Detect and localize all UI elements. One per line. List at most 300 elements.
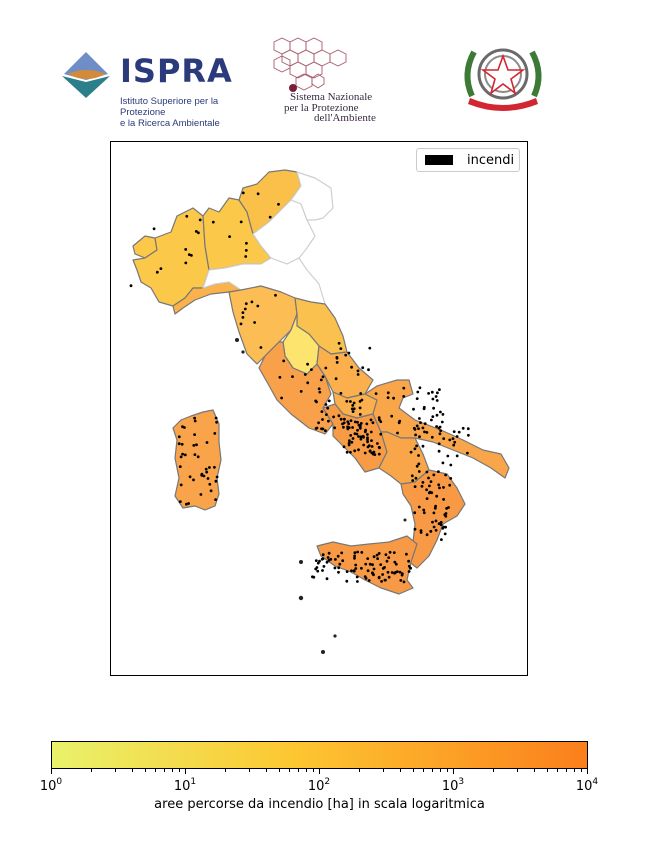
fire-point: [348, 426, 351, 429]
fire-point: [311, 575, 314, 578]
fire-point: [356, 580, 359, 583]
fire-point: [291, 375, 294, 378]
fire-point: [181, 453, 184, 456]
fire-point: [280, 397, 283, 400]
fire-point: [389, 551, 392, 554]
fire-point: [445, 512, 448, 515]
fire-point: [396, 570, 399, 573]
fire-point: [407, 560, 410, 563]
fire-point: [453, 441, 456, 444]
colorbar-minor-tick: [289, 769, 290, 772]
fire-point: [343, 422, 346, 425]
fire-point: [316, 566, 319, 569]
fire-point: [442, 462, 445, 465]
fire-point: [306, 381, 309, 384]
fire-point: [369, 449, 372, 452]
fire-point: [350, 569, 353, 572]
colorbar-minor-tick: [266, 769, 267, 772]
fire-point: [432, 398, 435, 401]
fire-point: [368, 444, 371, 447]
fire-point: [444, 526, 447, 529]
fire-point: [398, 421, 401, 424]
fire-point: [438, 388, 441, 391]
fire-point: [338, 342, 341, 345]
fire-point: [253, 321, 256, 324]
fire-point: [387, 571, 390, 574]
fire-point: [343, 418, 346, 421]
fire-point: [365, 423, 368, 426]
fire-point: [340, 392, 343, 395]
fire-point: [367, 569, 370, 572]
fire-point: [418, 417, 421, 420]
fire-point: [415, 477, 418, 480]
fire-point: [216, 476, 219, 479]
fire-point: [318, 391, 321, 394]
fire-point: [376, 554, 379, 557]
fire-point: [207, 477, 210, 480]
fire-point: [415, 445, 418, 448]
fire-point: [458, 431, 461, 434]
fire-point: [130, 284, 133, 287]
colorbar-major-tick: [51, 769, 52, 774]
region-sardegna: [173, 410, 221, 510]
fire-point: [420, 531, 423, 534]
fire-point: [438, 427, 441, 430]
fire-point: [413, 511, 416, 514]
fire-point: [433, 526, 436, 529]
fire-point: [357, 448, 360, 451]
fire-point: [387, 391, 390, 394]
fire-point: [184, 262, 187, 265]
fire-point: [322, 375, 325, 378]
fire-point: [364, 430, 367, 433]
colorbar-minor-tick: [313, 769, 314, 772]
fire-point: [360, 567, 363, 570]
fire-point: [245, 249, 248, 252]
fire-point: [416, 425, 419, 428]
fire-point: [467, 427, 470, 430]
fire-point: [208, 466, 211, 469]
fire-point: [228, 235, 231, 238]
fire-point: [444, 533, 447, 536]
fire-point: [419, 386, 422, 389]
fire-point: [354, 421, 357, 424]
fire-point: [456, 455, 459, 458]
fire-point: [436, 391, 439, 394]
fire-point: [346, 451, 349, 454]
fire-point: [431, 415, 434, 418]
fire-point: [317, 562, 320, 565]
fire-point: [245, 302, 248, 305]
fire-point: [416, 391, 419, 394]
fire-point: [351, 404, 354, 407]
fire-point: [348, 352, 351, 355]
fire-point: [378, 453, 381, 456]
fire-point: [215, 417, 218, 420]
fire-point: [373, 453, 376, 456]
fire-point: [421, 485, 424, 488]
fire-point: [353, 402, 356, 405]
ispra-mark-icon: [62, 52, 110, 98]
fire-point: [439, 411, 442, 414]
fire-point: [401, 572, 404, 575]
fire-point: [242, 192, 245, 195]
fire-point: [328, 400, 331, 403]
legend-swatch: [425, 155, 453, 165]
fire-point: [208, 483, 211, 486]
fire-point: [423, 431, 426, 434]
fire-point: [364, 563, 367, 566]
fire-point: [380, 580, 383, 583]
fire-point: [425, 488, 428, 491]
colorbar-minor-tick: [547, 769, 548, 772]
colorbar-tick-label: $10^0$: [39, 777, 63, 794]
colorbar-minor-tick: [440, 769, 441, 772]
ispra-subtitle: [120, 96, 260, 129]
fire-point: [341, 559, 344, 562]
fire-point: [356, 551, 359, 554]
colorbar-major-tick: [319, 769, 320, 774]
fire-point: [364, 452, 367, 455]
colorbar-minor-tick: [383, 769, 384, 772]
fire-point: [193, 433, 196, 436]
fire-point: [405, 553, 408, 556]
ispra-wordmark: ISPRA: [120, 52, 233, 90]
fire-point: [452, 444, 455, 447]
fire-point: [445, 507, 448, 510]
fire-point: [205, 468, 208, 471]
colorbar-tick-label: $10^1$: [173, 777, 197, 794]
fire-point: [192, 479, 195, 482]
fire-point: [212, 221, 215, 224]
colorbar-major-tick: [185, 769, 186, 774]
fire-point: [337, 571, 340, 574]
fire-point: [179, 500, 182, 503]
fire-point: [416, 465, 419, 468]
colorbar-minor-tick: [493, 769, 494, 772]
fire-point: [362, 444, 365, 447]
fire-point: [361, 399, 364, 402]
fire-point: [325, 403, 328, 406]
fire-point: [422, 481, 425, 484]
fire-point: [444, 474, 447, 477]
fire-point: [279, 376, 282, 379]
fire-point: [393, 551, 396, 554]
colorbar-minor-tick: [179, 769, 180, 772]
fire-point: [334, 558, 337, 561]
fire-point: [442, 413, 445, 416]
fire-point: [367, 368, 370, 371]
fire-point: [194, 420, 197, 423]
fire-point: [181, 443, 184, 446]
fire-point: [426, 471, 429, 474]
legend-label: incendi: [467, 152, 515, 168]
fire-point: [430, 480, 433, 483]
colorbar-minor-tick: [534, 769, 535, 772]
fire-point: [414, 485, 417, 488]
colorbar-minor-tick: [172, 769, 173, 772]
fire-point: [332, 416, 335, 419]
fire-point: [365, 577, 368, 580]
fire-point: [369, 563, 372, 566]
fire-point: [427, 392, 430, 395]
fire-point: [358, 424, 361, 427]
fire-point: [326, 577, 329, 580]
fire-point: [322, 553, 325, 556]
colorbar: [51, 741, 588, 769]
fire-point: [328, 559, 331, 562]
fire-point: [366, 433, 369, 436]
fire-point: [349, 434, 352, 437]
fire-point: [432, 407, 435, 410]
fire-point: [379, 563, 382, 566]
colorbar-minor-tick: [581, 769, 582, 772]
fire-point: [359, 413, 362, 416]
fire-point: [354, 551, 357, 554]
colorbar-minor-tick: [557, 769, 558, 772]
fire-point: [403, 581, 406, 584]
fire-point: [417, 427, 420, 430]
fire-point: [213, 466, 216, 469]
fire-point: [366, 440, 369, 443]
fire-point: [432, 474, 435, 477]
fire-point: [178, 435, 181, 438]
fire-point: [446, 455, 449, 458]
fire-point: [328, 552, 331, 555]
colorbar-minor-tick: [423, 769, 424, 772]
fire-point: [366, 557, 369, 560]
fire-point: [190, 254, 193, 257]
fire-point: [315, 559, 318, 562]
fire-point: [340, 552, 343, 555]
fire-point: [260, 346, 263, 349]
fire-point: [368, 579, 371, 582]
fire-point: [351, 441, 354, 444]
colorbar-minor-tick: [225, 769, 226, 772]
fire-point: [359, 392, 362, 395]
fire-point: [240, 323, 243, 326]
colorbar-minor-tick: [400, 769, 401, 772]
fire-point: [277, 203, 280, 206]
fire-point: [179, 465, 182, 468]
fire-point: [422, 427, 425, 430]
fire-point: [337, 566, 340, 569]
fire-point: [340, 418, 343, 421]
fire-point: [422, 445, 425, 448]
fire-point: [326, 561, 329, 564]
colorbar-minor-tick: [298, 769, 299, 772]
fire-point: [339, 347, 342, 350]
fire-point: [156, 271, 159, 274]
fire-point: [244, 255, 247, 258]
fire-point: [327, 556, 330, 559]
fire-point: [333, 426, 336, 429]
fire-point: [414, 428, 417, 431]
fire-point: [370, 431, 373, 434]
fire-point: [206, 441, 209, 444]
fire-point: [360, 435, 363, 438]
fire-point: [215, 480, 218, 483]
fire-point: [399, 571, 402, 574]
fire-point: [372, 421, 375, 424]
fire-point: [197, 231, 200, 234]
fire-point: [414, 447, 417, 450]
fire-point: [440, 523, 443, 526]
fire-point: [411, 479, 414, 482]
fire-point: [336, 357, 339, 360]
fire-point: [371, 563, 374, 566]
fire-point: [356, 429, 359, 432]
fire-point: [414, 528, 417, 531]
colorbar-minor-tick: [517, 769, 518, 772]
fire-point: [240, 221, 243, 224]
fire-point: [430, 419, 433, 422]
ispra-subtitle-line2: e la Ricerca Ambientale: [120, 118, 220, 129]
fire-point: [435, 395, 438, 398]
fire-point: [442, 498, 445, 501]
fire-point: [408, 570, 411, 573]
fire-point: [345, 580, 348, 583]
fire-point: [431, 436, 434, 439]
fire-point: [322, 557, 325, 560]
fire-point: [448, 484, 451, 487]
colorbar-minor-tick: [432, 769, 433, 772]
fire-point: [153, 227, 156, 230]
fire-point: [181, 425, 184, 428]
emblem-wreath-icon: [467, 50, 538, 111]
fire-point: [418, 506, 421, 509]
fire-point: [344, 354, 347, 357]
colorbar-tick-label: $10^4$: [575, 777, 599, 794]
fire-point: [412, 408, 415, 411]
fire-point: [392, 397, 395, 400]
fire-point: [467, 434, 470, 437]
fire-point: [210, 489, 213, 492]
fire-point: [439, 429, 442, 432]
fire-point: [438, 487, 441, 490]
fire-point: [334, 567, 337, 570]
fire-point: [282, 360, 285, 363]
fire-point: [357, 435, 360, 438]
fire-point: [205, 471, 208, 474]
fire-point: [388, 576, 391, 579]
fire-point: [321, 418, 324, 421]
colorbar-minor-tick: [115, 769, 116, 772]
fire-point: [178, 442, 181, 445]
fire-point: [324, 367, 327, 370]
fire-point: [359, 407, 362, 410]
fire-point: [436, 414, 439, 417]
fire-point: [426, 497, 429, 500]
fire-point: [357, 373, 360, 376]
fire-point: [306, 363, 309, 366]
fire-point: [411, 474, 414, 477]
fire-point: [422, 509, 425, 512]
fire-point: [326, 407, 329, 410]
fire-point: [184, 454, 187, 457]
fire-point: [449, 464, 452, 467]
fire-point: [435, 529, 438, 532]
fire-point: [189, 475, 192, 478]
fire-point: [352, 437, 355, 440]
fire-point: [439, 432, 442, 435]
snpa-line3: dell'Ambiente: [314, 112, 376, 124]
fire-point: [353, 555, 356, 558]
fire-point: [379, 433, 382, 436]
fire-point: [416, 397, 419, 400]
fire-point: [429, 491, 432, 494]
fire-point: [448, 439, 451, 442]
fire-point: [378, 416, 381, 419]
fire-point: [456, 435, 459, 438]
fire-point: [180, 484, 183, 487]
fire-point: [431, 391, 434, 394]
fire-point: [318, 387, 321, 390]
fire-point: [310, 368, 313, 371]
fire-point: [354, 567, 357, 570]
colorbar-minor-tick: [132, 769, 133, 772]
fire-point: [449, 477, 452, 480]
ispra-subtitle-line1: Istituto Superiore per la Protezione: [120, 96, 219, 118]
fire-point: [423, 406, 426, 409]
fire-point: [442, 437, 445, 440]
fire-point: [321, 569, 324, 572]
fire-point: [160, 267, 163, 270]
fire-point: [410, 451, 413, 454]
fire-point: [269, 216, 272, 219]
fire-point: [379, 420, 382, 423]
fire-point: [373, 568, 376, 571]
fire-point: [396, 432, 399, 435]
fire-point: [435, 425, 438, 428]
fire-point: [336, 361, 339, 364]
fire-point: [427, 477, 430, 480]
fire-point: [387, 396, 390, 399]
hexagon-network-icon: [274, 38, 346, 90]
fire-point: [338, 414, 341, 417]
fire-point: [419, 421, 422, 424]
fire-point: [362, 435, 365, 438]
fire-point: [361, 366, 364, 369]
fire-point: [199, 219, 202, 222]
fire-point: [418, 435, 421, 438]
fire-point: [349, 400, 352, 403]
colorbar-major-tick: [453, 769, 454, 774]
map-frame: [110, 141, 528, 676]
fire-point: [203, 475, 206, 478]
map-legend: [416, 148, 520, 172]
fire-point: [409, 567, 412, 570]
fire-point: [376, 442, 379, 445]
fire-point: [426, 431, 429, 434]
fire-point: [383, 566, 386, 569]
colorbar-minor-tick: [155, 769, 156, 772]
fire-point: [244, 308, 247, 311]
snpa-line1: Sistema Nazionale: [290, 91, 373, 103]
fire-point: [348, 439, 351, 442]
fire-point: [346, 570, 349, 573]
fire-point: [315, 401, 318, 404]
italy-map: [111, 142, 529, 677]
fire-point: [395, 563, 398, 566]
fire-point: [349, 451, 352, 454]
fire-point: [437, 470, 440, 473]
fire-point: [213, 432, 216, 435]
fire-point: [197, 455, 200, 458]
fire-point: [274, 294, 277, 297]
fire-point: [257, 192, 260, 195]
fire-point: [435, 495, 438, 498]
